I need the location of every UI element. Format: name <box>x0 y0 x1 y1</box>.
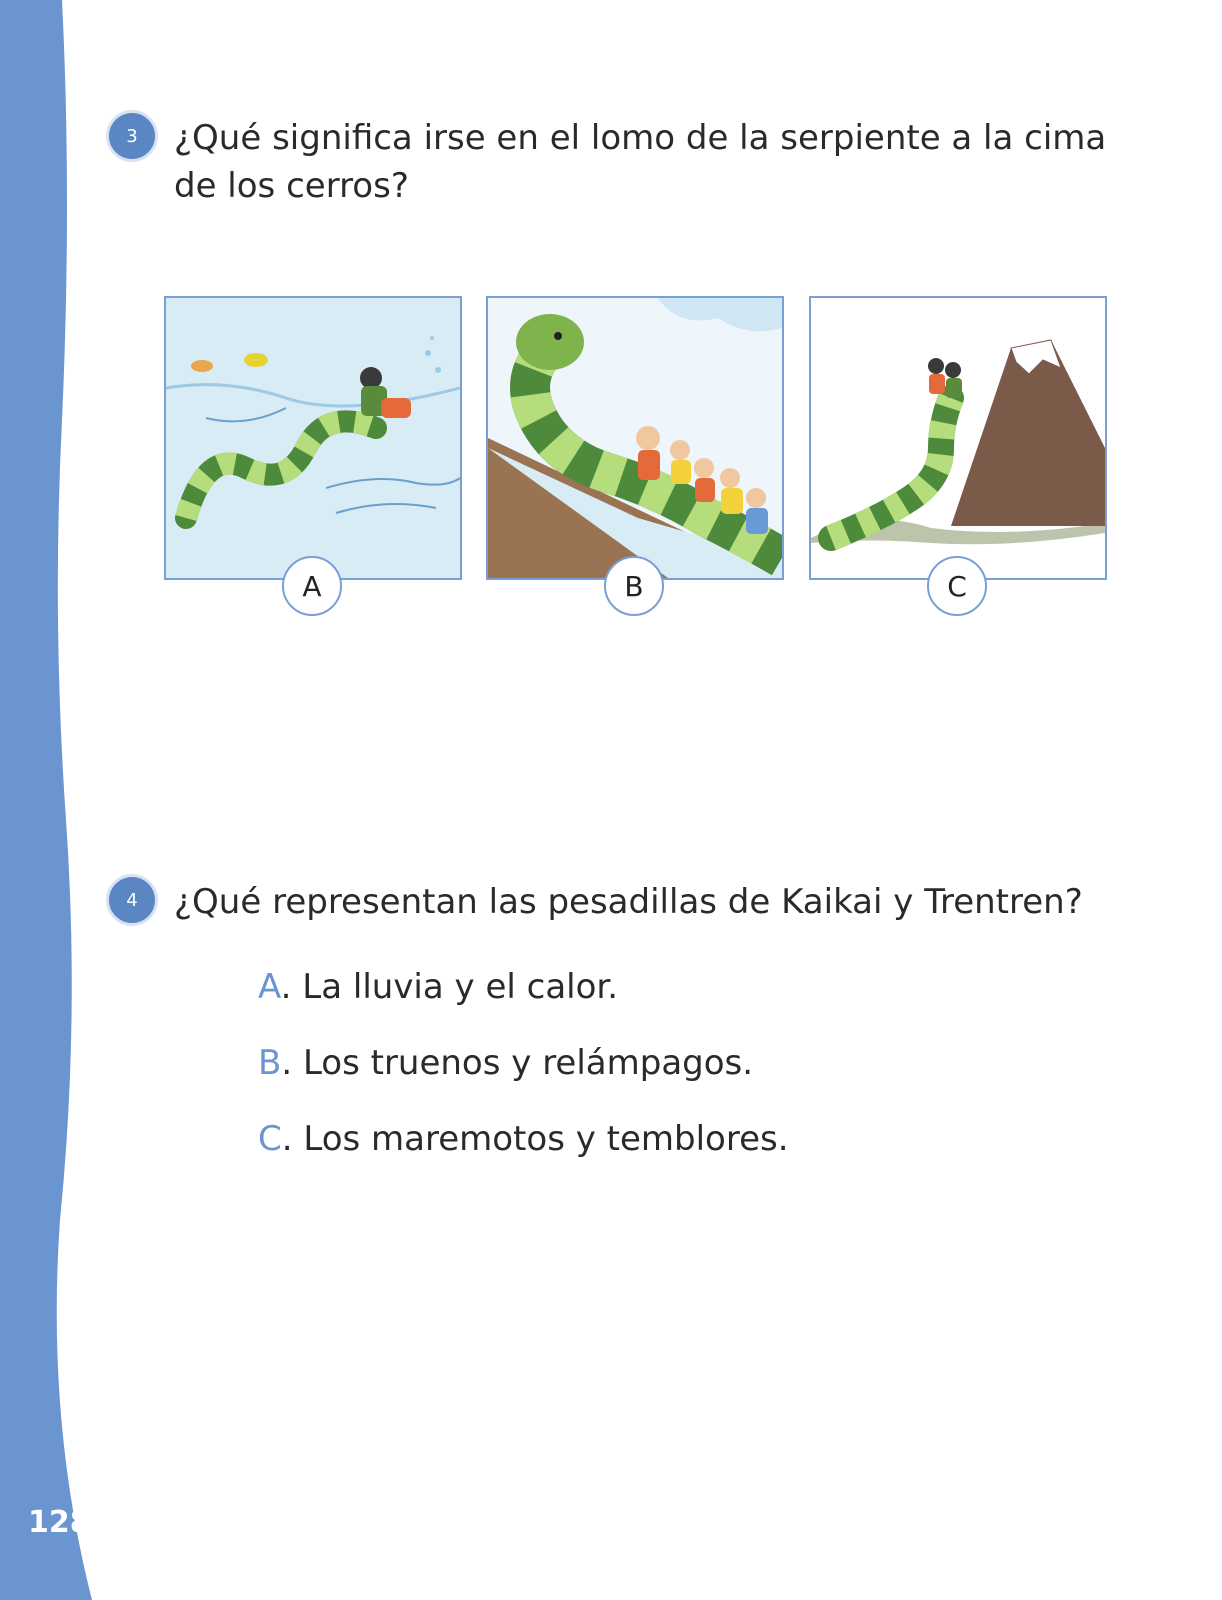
image-option-c[interactable] <box>809 296 1107 580</box>
answer-option-a[interactable] <box>258 962 789 1038</box>
underwater-serpent-illustration <box>166 298 460 578</box>
image-option-c-label[interactable]: C <box>927 556 987 616</box>
answer-option-b-text: . Los truenos y relámpagos. <box>281 1043 754 1083</box>
question-3-text-line-2: de los cerros? <box>174 166 409 206</box>
question-3-number: 3 <box>106 110 158 162</box>
answer-option-c[interactable] <box>258 1114 789 1190</box>
hillside-serpent-illustration <box>488 298 782 578</box>
answer-option-b[interactable] <box>258 1038 789 1114</box>
image-option-b[interactable] <box>486 296 784 580</box>
answer-option-c-text: . Los maremotos y temblores. <box>281 1119 789 1159</box>
mountain-serpent-illustration <box>811 298 1105 578</box>
question-4-number: 4 <box>106 874 158 926</box>
image-option-a[interactable] <box>164 296 462 580</box>
side-band <box>0 0 110 1600</box>
image-option-a-label[interactable]: A <box>282 556 342 616</box>
answer-option-a-letter: A <box>258 967 281 1007</box>
answer-options <box>258 962 789 1190</box>
image-option-b-label[interactable]: B <box>604 556 664 616</box>
answer-option-a-text: . La lluvia y el calor. <box>280 967 619 1007</box>
question-3-text-line-1: ¿Qué significa irse en el lomo de la serpiente a la cima <box>174 118 1107 158</box>
answer-option-b-letter: B <box>258 1043 282 1083</box>
answer-option-c-letter: C <box>258 1119 282 1159</box>
question-4-text: ¿Qué representan las pesadillas de Kaikai y Trentren? <box>174 882 1083 922</box>
page-number: 128 <box>28 1505 91 1540</box>
